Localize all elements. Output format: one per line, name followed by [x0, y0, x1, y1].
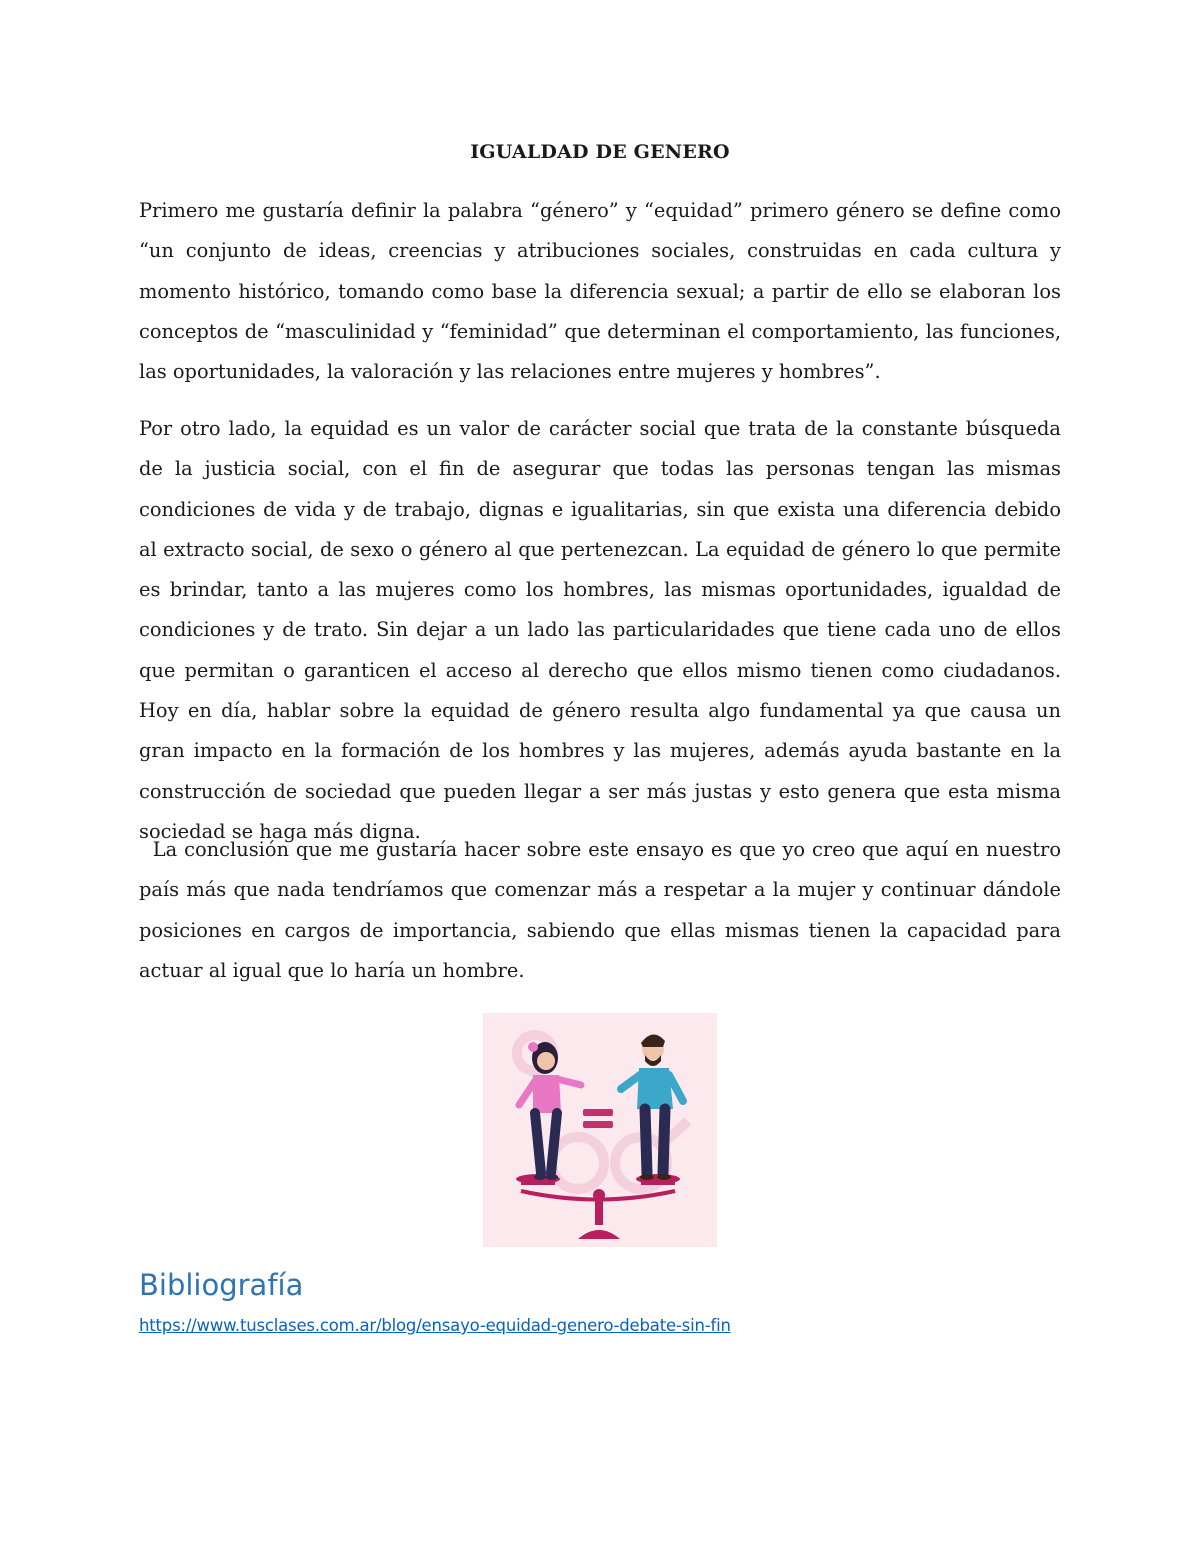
paragraph-conclusion: La conclusión que me gustaría hacer sobre este ensayo es que yo creo que aquí en nuestro país más que nada tendríamos que comenzar más a respetar a la mujer y continuar dándole posiciones en cargos de importancia, sabiendo que ellas mismas tienen la capacidad para actuar al igual que lo haría un hombre. — [139, 838, 1068, 982]
bibliography-heading: Bibliografía — [139, 1268, 304, 1302]
gender-equality-scale-icon — [483, 1013, 717, 1247]
woman-figure-icon — [519, 1042, 581, 1180]
paragraph-definitions: Primero me gustaría definir la palabra “género” y “equidad” primero género se define como “un conjunto de ideas, creencias y atribuciones sociales, construidas en cada cultura y momento histórico, tomando como base la diferencia sexual; a partir de ello se elaboran los conceptos de “masculinidad y “feminidad” que determinan el comportamiento, las funciones, las oportunidades, la valoración y las relaciones entre mujeres y hombres”. — [139, 199, 1061, 384]
bibliography-link[interactable]: https://www.tusclases.com.ar/blog/ensayo-equidad-genero-debate-sin-fin — [139, 1316, 731, 1335]
paragraph-equity: Por otro lado, la equidad es un valor de carácter social que trata de la constante búsqueda de la justicia social, con el fin de asegurar que todas las personas tengan las mismas condiciones de vida y de trabajo, dignas e igualitarias, sin que exista una diferencia debido al extracto social, de sexo o género al que pertenezcan. La equidad de género lo que permite es brindar, tanto a las mujeres como los hombres, las mismas oportunidades, igualdad de condiciones y de trato. Sin dejar a un lado las particularidades que tiene cada uno de ellos que permitan o garanticen el acceso al derecho que ellos mismo tienen como ciudadanos. Hoy en día, hablar sobre la equidad de género resulta algo fundamental ya que causa un gran impacto en la formación de los hombres y las mujeres, además ayuda bastante en la construcción de sociedad que pueden llegar a ser más justas y esto genera que esta misma sociedad se haga más digna. — [139, 417, 1061, 843]
gender-equality-illustration — [483, 1013, 717, 1247]
document-title: IGUALDAD DE GENERO — [470, 141, 730, 163]
equals-sign-icon — [583, 1109, 613, 1128]
man-figure-icon — [621, 1034, 683, 1180]
